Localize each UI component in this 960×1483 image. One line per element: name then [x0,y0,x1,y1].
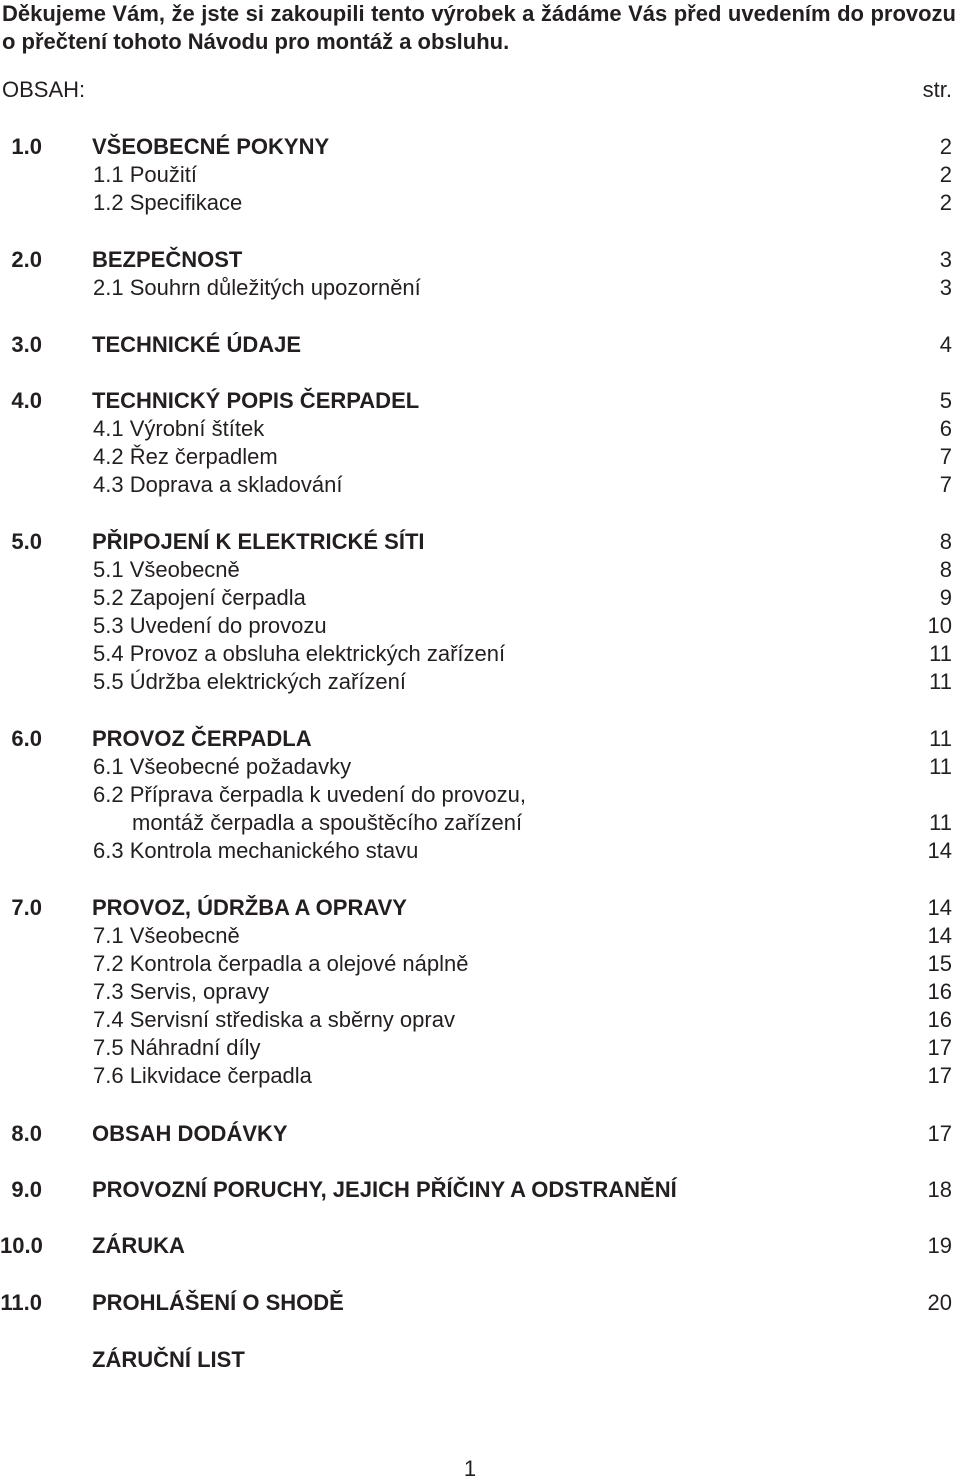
toc-entry [0,922,952,950]
toc-entry [0,246,952,274]
toc-entry [0,894,952,922]
toc-entry-page: 17 [927,1035,952,1060]
toc-entry-title: 7.3 Servis, opravy [93,979,270,1004]
toc-page-column-label: str. [922,77,952,102]
toc-entry-number: 8.0 [11,1121,42,1146]
toc-entry-title: TECHNICKÉ ÚDAJE [92,332,302,357]
toc-entry-page: 19 [927,1233,952,1258]
toc-entry-title: 7.1 Všeobecně [93,923,240,948]
toc-entry [0,1120,952,1148]
toc-entry-page: 7 [939,444,952,469]
toc-entry-page: 2 [939,162,952,187]
toc-entry [0,1232,952,1260]
toc-entry-page: 17 [927,1121,952,1146]
toc-entry-title: 4.1 Výrobní štítek [93,416,265,441]
toc-entry-title: 6.2 Příprava čerpadla k uvedení do provozu, [93,782,526,807]
toc-entry-number: 4.0 [11,388,42,413]
toc-entry-title: 7.2 Kontrola čerpadla a olejové náplně [93,951,469,976]
toc-entry-title: OBSAH DODÁVKY [92,1121,288,1146]
page-number: 1 [463,1456,477,1481]
toc-entry-title: ZÁRUČNÍ LIST [92,1347,245,1372]
toc-entry [0,1176,952,1204]
toc-entry [0,443,952,471]
toc-entry [0,528,952,556]
toc-entry [0,753,952,781]
toc-entry-number: 11.0 [0,1290,42,1315]
toc-entry [0,161,952,189]
toc-entry-page: 18 [927,1177,952,1202]
toc-entry-title: 5.2 Zapojení čerpadla [93,585,306,610]
toc-entry-title: 6.1 Všeobecné požadavky [93,754,352,779]
toc-entry-title: ZÁRUKA [92,1233,185,1258]
toc-entry-page: 2 [939,134,952,159]
toc-entry-page: 16 [927,1007,952,1032]
toc-entry-page: 15 [927,951,952,976]
toc-entry-title: PŘIPOJENÍ K ELEKTRICKÉ SÍTI [92,529,425,554]
toc-entry [0,189,952,217]
toc-entry [0,781,952,809]
toc-entry-title: TECHNICKÝ POPIS ČERPADEL [92,388,420,413]
toc-heading: OBSAH: [2,77,86,102]
toc-entry-page: 10 [927,613,952,638]
toc-entry-page: 3 [939,275,952,300]
toc-entry-title: PROHLÁŠENÍ O SHODĚ [92,1290,344,1315]
toc-entry-number: 9.0 [11,1177,42,1202]
toc-entry-title: 6.3 Kontrola mechanického stavu [93,838,419,863]
toc-entry-title: PROVOZ, ÚDRŽBA A OPRAVY [92,895,407,920]
toc-entry [0,274,952,302]
toc-entry-page: 11 [929,641,952,666]
toc-entry-title: montáž čerpadla a spouštěcího zařízení [132,810,523,835]
toc-entry [0,837,952,865]
toc-entry [0,331,952,359]
toc-entry-title: 5.4 Provoz a obsluha elektrických zařízení [93,641,506,666]
toc-entry [0,809,952,837]
toc-entry-page: 11 [929,754,952,779]
toc-entry [0,668,952,696]
toc-entry-title: 5.1 Všeobecně [93,557,240,582]
toc-entry-page: 20 [927,1290,952,1315]
toc-entry-page: 4 [939,332,952,357]
toc-entry [0,978,952,1006]
toc-entry [0,387,952,415]
toc-entry-page: 6 [939,416,952,441]
toc-entry-title: 4.3 Doprava a skladování [93,472,343,497]
toc-entry-page: 16 [927,979,952,1004]
toc-entry-title: 4.2 Řez čerpadlem [93,444,278,469]
toc-entry-title: 5.3 Uvedení do provozu [93,613,327,638]
toc-entry-page: 5 [939,388,952,413]
toc-entry-title: 1.1 Použití [93,162,197,187]
toc-entry-number: 3.0 [11,332,42,357]
toc-entry [0,133,952,161]
toc-entry [0,1062,952,1090]
toc-entry [0,950,952,978]
toc-entry-title: PROVOZNÍ PORUCHY, JEJICH PŘÍČINY A ODSTRANĚNÍ [92,1177,677,1202]
toc-entry [0,415,952,443]
toc-entry-title: 2.1 Souhrn důležitých upozornění [93,275,421,300]
toc-entry [0,556,952,584]
toc-entry-number: 10.0 [0,1233,43,1258]
toc-entry-title: 5.5 Údržba elektrických zařízení [93,669,407,694]
toc-entry-page: 2 [939,190,952,215]
toc-entry-number: 6.0 [11,726,42,751]
toc-entry-page: 11 [929,810,952,835]
toc-entry [0,584,952,612]
toc-entry-number: 2.0 [11,247,42,272]
toc-entry-page: 17 [927,1063,952,1088]
toc-entry-page: 11 [929,726,952,751]
toc-entry-title: 7.4 Servisní střediska a sběrny oprav [93,1007,455,1032]
toc-entry-number: 5.0 [11,529,42,554]
toc-entry [0,1289,952,1317]
toc-entry-title: 1.2 Specifikace [93,190,243,215]
toc-entry-page: 8 [939,557,952,582]
toc-entry-page: 14 [927,923,952,948]
toc-entry-page: 14 [927,838,952,863]
toc-entry [0,612,952,640]
toc-entry-page: 14 [927,895,952,920]
toc-entry [0,1034,952,1062]
toc-entry [0,640,952,668]
toc-entry-title: VŠEOBECNÉ POKYNY [92,134,330,159]
toc-entry-title: 7.6 Likvidace čerpadla [93,1063,312,1088]
toc-entry-page: 9 [939,585,952,610]
toc-entry [0,471,952,499]
toc-entry-page: 11 [929,669,952,694]
toc-entry [0,1006,952,1034]
toc-entry [0,1346,952,1374]
toc-entry-number: 7.0 [11,895,42,920]
toc-entry-title: PROVOZ ČERPADLA [92,726,312,751]
toc-entry-page: 8 [939,529,952,554]
intro-paragraph: Děkujeme Vám, že jste si zakoupili tento výrobek a žádáme Vás před uvedením do provozu o přečtení tohoto Návodu pro montáž a obsluhu. [2,1,956,54]
toc-entry-page: 3 [939,247,952,272]
toc-entry-number: 1.0 [11,134,42,159]
toc-entry-title: BEZPEČNOST [92,247,243,272]
toc-entry [0,725,952,753]
toc-entry-page: 7 [939,472,952,497]
toc-entry-title: 7.5 Náhradní díly [93,1035,261,1060]
